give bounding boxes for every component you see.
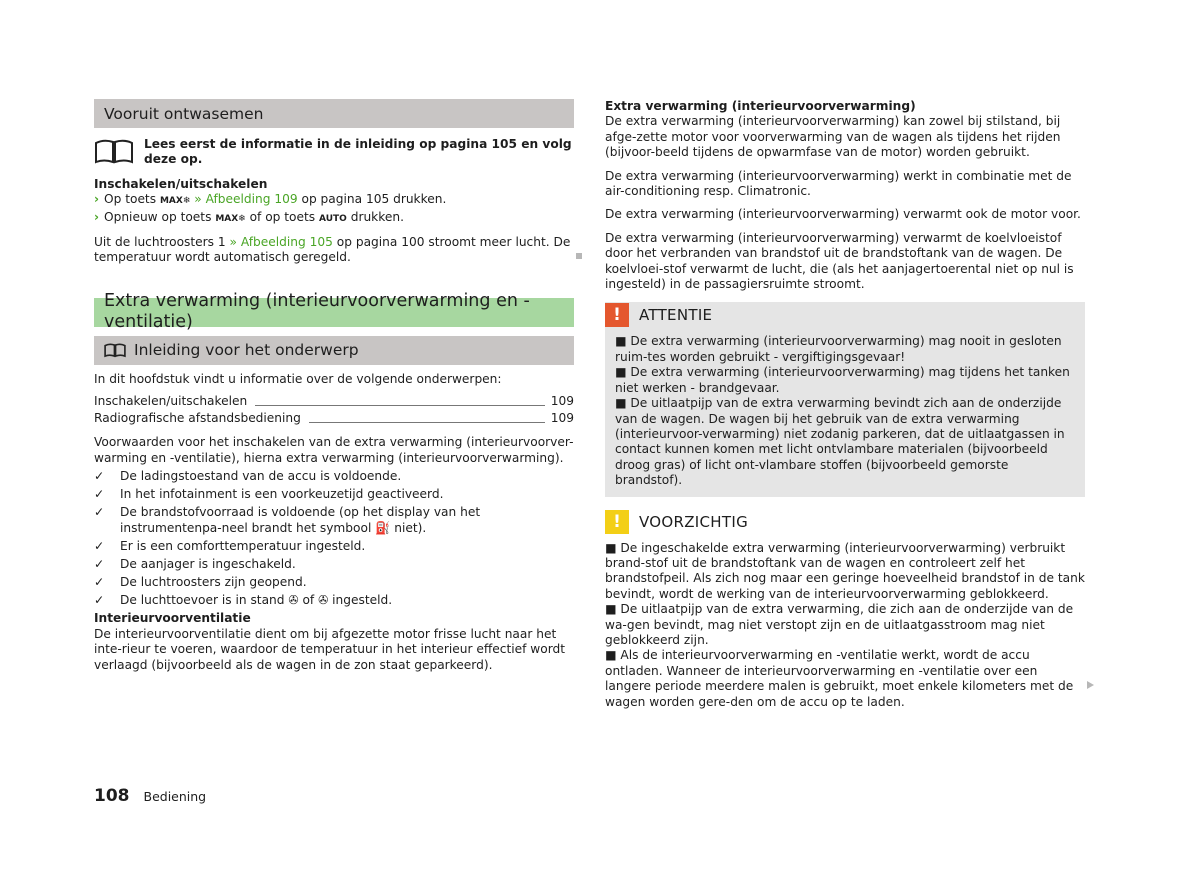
exclamation-icon: ! [605,303,629,327]
conditions-intro: Voorwaarden voor het inschakelen van de extra verwarming (interieurvoorver-warming en -ventilatie), hierna extra verwarming (interieurvoorverwarming). [94,435,574,465]
page-footer [94,786,206,806]
arrow-icon: › [94,192,100,207]
max-defrost-symbol: MAX❄ [159,196,191,207]
paragraph-3: De extra verwarming (interieurvoorverwarming) verwarmt ook de motor voor. [605,207,1081,222]
condition-item: ✓ De aanjager is ingeschakeld. [94,556,296,571]
heating-heading: Extra verwarming (interieurvoorverwarming) [605,99,916,113]
attention-title: ATTENTIE [639,306,713,325]
switch-heading: Inschakelen/uitschakelen [94,176,268,191]
paragraph-1: De extra verwarming (interieurvoorverwarming) kan zowel bij stilstand, bij afge-zette motor voor voorverwarming van de wagen als tijdens het rijden (bijvoor-beeld tijdens de opwarmfase van de motor) worden gebruikt. [605,114,1061,160]
left-column [94,99,574,673]
exclamation-icon: ! [605,510,629,534]
check-icon: ✓ [94,556,105,571]
conditions-list [94,469,574,608]
condition-item: ✓ De luchttoevoer is in stand ✇ of ✇ ingesteld. [94,593,393,608]
check-icon: ✓ [94,487,105,502]
check-icon: ✓ [94,469,105,484]
section-title-extra-heating: Extra verwarming (interieurvoorverwarming en -ventilatie) [94,298,574,327]
toc-entry[interactable]: Inschakelen/uitschakelen 109 [94,394,574,409]
condition-item: ✓ De ladingstoestand van de accu is voldoende. [94,469,402,484]
ventilation-text: De interieurvoorventilatie dient om bij afgezette motor frisse lucht naar het inte-rieur te voeren, waardoor de temperatuur in het interieur effectief wordt verlaagd (bijvoorbeeld als de wagen in de zon staat geparkeerd). [94,626,566,672]
chapter-intro: In dit hoofdstuk vindt u informatie over de volgende onderwerpen: [94,371,502,386]
book-icon [104,342,126,358]
next-page-icon [1087,681,1094,689]
condition-item: ✓ In het infotainment is een voorkeuzetijd geactiveerd. [94,487,444,502]
info-note [94,137,574,168]
caution-item: ■ De ingeschakelde extra verwarming (interieurvoorverwarming) verbruikt brand-stof uit de brandstoftank van de wagen en controleert zelf het brandstofpeil. Als zich nog maar een geringe hoeveelheid brandstof in de tank bevindt, wordt de werking van de interieurvoorverwarming geblokkeerd. [605,540,1085,601]
paragraph-4: De extra verwarming (interieurvoorverwarming) verwarmt de koelvloeistof door het verbranden van brandstof uit de brandstoftank van de wagen. De koelvloei-stof verwarmt de lucht, die (als het aanjagertoerental niet op nul is ingesteld) in de passagiersruimte stroomt. [605,230,1074,292]
arrow-icon: › [94,209,100,224]
attention-item: ■ De extra verwarming (interieurvoorverwarming) mag tijdens het tanken niet werken - brandgevaar. [615,365,1070,395]
auto-symbol: AUTO [319,213,347,224]
condition-item: ✓ Er is een comforttemperatuur ingesteld. [94,538,366,553]
check-icon: ✓ [94,593,105,608]
max-defrost-symbol: MAX❄ [215,213,246,224]
condition-item: ✓ De brandstofvoorraad is voldoende (op het display van het instrumentenpa-neel brandt het symbool ⛽ niet). [94,505,481,535]
section-title-defrost: Vooruit ontwasemen [94,99,574,128]
end-square-icon [576,253,582,259]
toc [94,393,574,427]
ventilation-heading: Interieurvoorventilatie [94,611,251,626]
section-name: Bediening [143,789,207,804]
toc-entry[interactable]: Radiografische afstandsbediening 109 [94,411,574,426]
caution-title: VOORZICHTIG [639,512,748,531]
check-icon: ✓ [94,538,105,553]
book-icon [94,137,134,165]
condition-item: ✓ De luchtroosters zijn geopend. [94,574,307,589]
attention-header [605,302,1085,328]
caution-header [605,509,1085,535]
attention-item: ■ De uitlaatpijp van de extra verwarming bevindt zich aan de onderzijde van de wagen. De wagen bij het gebruik van de extra verwarming (interieurvoor-verwarming) niet zodanig parkeren, dat de uitlaatgassen in contact kunnen komen met licht ontvlambare materialen (bijvoorbeeld droog gras) of licht ont-vlambare stoffen (bijvoorbeeld gemorste brandstof). [615,396,1065,488]
check-icon: ✓ [94,505,105,520]
step-1: › Op toets MAX❄ » Afbeelding 109 op pagina 105 drukken. [94,192,447,207]
section-title-intro: Inleiding voor het onderwerp [94,336,574,365]
paragraph-2: De extra verwarming (interieurvoorverwarming) werkt in combinatie met de air-conditioning resp. Climatronic. [605,168,1072,199]
info-note-text: Lees eerst de informatie in de inleiding op pagina 105 en volg deze op. [144,137,572,167]
page-number: 108 [94,786,130,806]
step-2: › Opnieuw op toets MAX❄ of op toets AUTO drukken. [94,209,404,224]
figure-link-105[interactable]: » Afbeelding 105 [229,235,333,250]
check-icon: ✓ [94,574,105,589]
vents-paragraph: Uit de luchtroosters 1 » Afbeelding 105 op pagina 100 stroomt meer lucht. De temperatuur wordt automatisch geregeld. [94,235,571,265]
caution-item: ■ Als de interieurvoorverwarming en -ventilatie werkt, wordt de accu ontladen. Wanneer de interieurvoorverwarming en -ventilatie over een langere periode meerdere malen is gebruikt, moet enkele kilometers met de wagen worden gere-den om de accu op te laden. [605,648,1074,709]
caution-item: ■ De uitlaatpijp van de extra verwarming, die zich aan de onderzijde van de wa-gen bevindt, mag niet verstopt zijn en de uitlaatgasstroom mag niet geblokkeerd zijn. [605,602,1074,647]
attention-item: ■ De extra verwarming (interieurvoorverwarming) mag nooit in gesloten ruim-tes worden gebruikt - vergiftigingsgevaar! [615,334,1062,364]
figure-link-109[interactable]: » Afbeelding 109 [194,192,298,207]
right-column [605,99,1085,710]
attention-box [605,302,1085,496]
